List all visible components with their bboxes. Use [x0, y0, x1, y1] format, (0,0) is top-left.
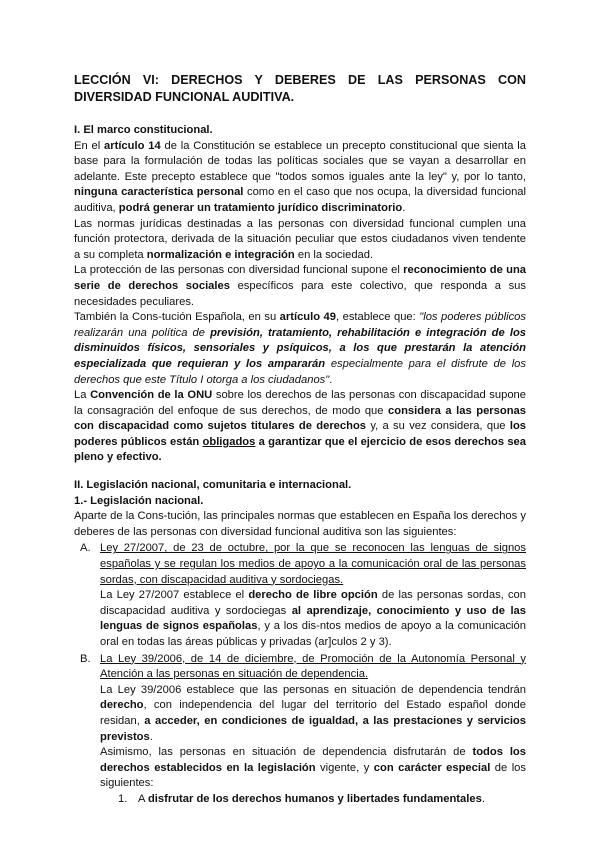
- paragraph-2: Las normas jurídicas destinadas a las personas con diversidad funcional cumplen una función protectora, derivada de la situación peculiar que estos ciudadanos viven tendente a su completa normalización e integración en la sociedad.: [74, 217, 526, 261]
- law-b-text-2: Asimismo, las personas en situación de dependencia disfrutarán de todos los derechos establecidos en la legislación vigente, y con carácter especial de los siguientes:: [100, 746, 526, 790]
- paragraph-3: La protección de las personas con diversidad funcional supone el reconocimiento de una serie de derechos sociales específicos para este colectivo, que responda a sus necesidades peculiares.: [74, 264, 527, 308]
- underlined-obligados: obligados: [202, 435, 256, 448]
- law-a-title: Ley 27/2007, de 23 de octubre, por la que se reconocen las lenguas de signos españolas y se regulan los medios de apoyo a la comunicación oral de las personas sordas, con discapacidad auditiva y sordociegas.: [100, 542, 526, 586]
- law-item-a: A. Ley 27/2007, de 23 de octubre, por la que se reconocen las lenguas de signos españolas y se regulan los medios de apoyo a la comunicación oral de las personas sordas, con discapacidad auditiva y sordociegas. La Ley 27/2007 establece el derecho de libre opción de las personas sordas, con discapacidad auditiva y sordociegas al aprendizaje, conocimiento y uso de las lenguas de signos españolas, y a los dis-ntos medios de apoyo a la comunicación oral en todas las áreas públicas y privadas (ar]culos 2 y 3).: [74, 541, 526, 650]
- law-b-title: La Ley 39/2006, de 14 de diciembre, de Promoción de la Autonomía Personal y Atención a las personas en situación de dependencia.: [100, 652, 526, 681]
- paragraph-1: En el artículo 14 de la Constitución se establece un precepto constitucional que sienta la base para la formulación de todas las políticas sociales que se vayan a desarrollar en adelante. Este precepto establece que "todos somos iguales ante la ley" y, por lo tanto, ninguna característica personal como en el caso que nos ocupa, la diversidad funcional auditiva, podrá generar un tratamiento jurídico discriminatorio.: [74, 139, 527, 214]
- page-title: LECCIÓN VI: DERECHOS Y DEBERES DE LAS PERSONAS CON DIVERSIDAD FUNCIONAL AUDITIVA.: [74, 73, 526, 104]
- paragraph-4: También la Cons-tución Española, en su artículo 49, establece que: "los poderes públicos realizarán una política de previsión, tratamiento, rehabilitación e integración de los disminuidos físicos, sensoriales y psíquicos, a los que prestarán la atención especializada que requieran y los ampararán especialmente para el disfrute de los derechos que este Título I otorga a los ciudadanos".: [74, 311, 526, 386]
- document-body: [74, 72, 526, 808]
- law-a-text: La Ley 27/2007 establece el derecho de libre opción de las personas sordas, con discapacidad auditiva y sordociegas al aprendizaje, conocimiento y uso de las lenguas de signos españolas, y a los dis-ntos medios de apoyo a la comunicación oral en todas las áreas públicas y privadas (ar]culos 2 y 3).: [100, 589, 527, 648]
- paragraph-6: Aparte de la Cons-tución, las principales normas que establecen en España los derechos y deberes de las personas con diversidad funcional auditiva son las siguientes:: [74, 510, 526, 538]
- subsection-heading: 1.- Legislación nacional.: [74, 494, 204, 507]
- law-b-text-1: La Ley 39/2006 establece que las personas en situación de dependencia tendrán derecho, con independencia del lugar del territorio del Estado español donde residan, a acceder, en condiciones de igualdad, a las prestaciones y servicios previstos.: [100, 683, 526, 743]
- section-heading-1: I. El marco constitucional.: [74, 124, 213, 136]
- paragraph-5: La Convención de la ONU sobre los derechos de las personas con discapacidad supone la consagración del enfoque de sus derechos, de modo que considera a las personas con discapacidad como sujetos titulares de derechos y, a su vez considera, que los poderes públicos están obligados a garantizar que el ejercicio de esos derechos sea pleno y efectivo.: [74, 389, 527, 464]
- law-item-b: B. La Ley 39/2006, de 14 de diciembre, de Promoción de la Autonomía Personal y Atención a las personas en situación de dependencia. La Ley 39/2006 establece que las personas en situación de dependencia tendrán derecho, con independencia del lugar del territorio del Estado español donde residan, a acceder, en condiciones de igualdad, a las prestaciones y servicios previstos. Asimismo, las personas en situación de dependencia disfrutarán de todos los derechos establecidos en la legislación vigente, y con carácter especial de los siguientes:: [74, 652, 526, 792]
- section-heading-2: II. Legislación nacional, comunitaria e internacional.: [74, 479, 352, 492]
- numbered-item-1: 1. A disfrutar de los derechos humanos y libertades fundamentales.: [118, 792, 485, 805]
